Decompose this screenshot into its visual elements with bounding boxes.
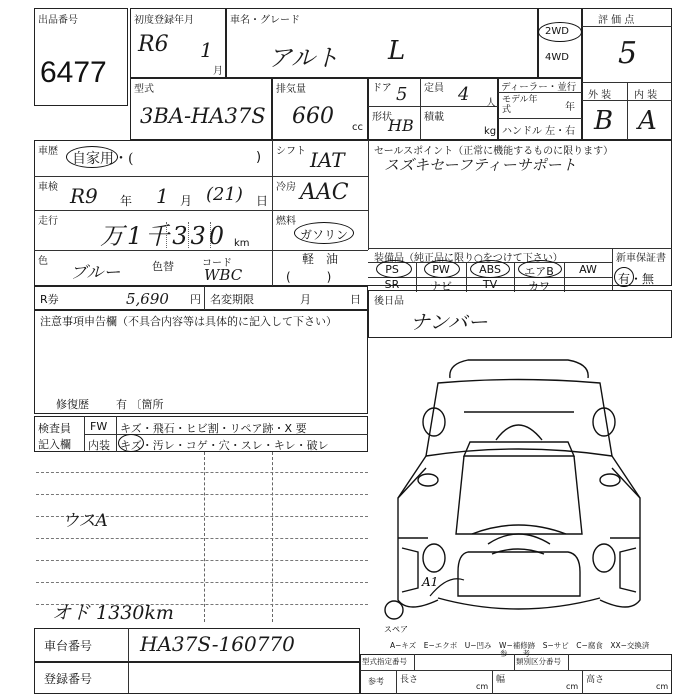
warranty-value: 有・無 bbox=[618, 272, 655, 286]
type-label: 型式 bbox=[134, 84, 154, 95]
exterior-grade: B bbox=[594, 106, 614, 136]
drive-4wd: 4WD bbox=[545, 52, 569, 63]
dealer-label: ディーラー・並行 bbox=[501, 82, 577, 93]
color-code-value: WBC bbox=[204, 266, 243, 284]
handle-label: ハンドル 左・右 bbox=[502, 126, 576, 137]
first-registration-era: R6 bbox=[138, 32, 169, 57]
recycle-value: 5,690 bbox=[126, 290, 169, 308]
history-label: 車歴 bbox=[38, 146, 58, 157]
recycle-label: R券 bbox=[40, 293, 59, 306]
height-label: 高さ bbox=[586, 675, 605, 685]
inspector-label-2: 記入欄 bbox=[38, 438, 71, 451]
airbag-circle bbox=[518, 260, 562, 278]
equip-navi: ナビ bbox=[430, 280, 452, 293]
score-value: 5 bbox=[618, 36, 638, 71]
abs-circle bbox=[470, 260, 510, 278]
lot-number: 6477 bbox=[40, 56, 107, 89]
repair-label: 修復歴 bbox=[56, 398, 89, 411]
note-line-1: ウスA bbox=[62, 511, 108, 531]
inspection-label: 車検 bbox=[38, 182, 58, 193]
displacement-unit: cc bbox=[352, 122, 363, 133]
length-label: 長さ bbox=[400, 675, 419, 685]
chassis-label: 車台番号 bbox=[44, 639, 93, 653]
ac-value: AAC bbox=[300, 180, 349, 205]
type-cert-label: 型式指定番号 bbox=[362, 657, 407, 666]
recycle-box bbox=[34, 286, 368, 310]
width-unit: cm bbox=[566, 682, 579, 691]
shape-label: 形状 bbox=[372, 112, 392, 123]
mileage-unit: km bbox=[234, 238, 250, 249]
model-year-label: モデル年式 bbox=[502, 95, 538, 115]
damage-legend: A−キズ E−エクボ U−凹み W−補修跡 S−サビ C−腐食 XX−交換済 bbox=[390, 641, 650, 650]
fw-text: キズ・飛石・ヒビ割・リペア跡・X 要 bbox=[120, 422, 307, 435]
mileage-value: 万1千330 bbox=[100, 222, 228, 250]
inspector-label: 検査員 bbox=[38, 422, 71, 435]
ref-label: 参考 bbox=[368, 677, 384, 686]
equip-ps: PS bbox=[385, 263, 399, 276]
displacement-value: 660 bbox=[292, 104, 334, 129]
color-value: ブルー bbox=[70, 263, 121, 283]
length-unit: cm bbox=[476, 682, 489, 691]
repair-value: 有 〔箇所 bbox=[116, 398, 164, 411]
name-change-month: 月 bbox=[300, 293, 311, 306]
capacity-unit: 人 bbox=[486, 98, 496, 109]
displacement-label: 排気量 bbox=[276, 84, 306, 95]
color-change-label: 色替 bbox=[152, 260, 174, 273]
mileage-label: 走行 bbox=[38, 216, 58, 227]
first-registration-month: 1 bbox=[200, 38, 213, 62]
lot-number-label: 出品番号 bbox=[38, 15, 78, 26]
name-change-label: 名変期限 bbox=[210, 293, 254, 306]
capacity-value: 4 bbox=[458, 84, 470, 105]
fuel-paren: ( ) bbox=[286, 270, 332, 284]
class-label: 類別区分番号 bbox=[516, 657, 561, 666]
history-close: ) bbox=[256, 150, 262, 165]
inspection-day-unit: 日 bbox=[256, 194, 269, 208]
width-label: 幅 bbox=[496, 675, 506, 685]
damage-legend-ref: 参 考 bbox=[500, 649, 530, 658]
inspection-day: (21) bbox=[206, 184, 243, 205]
fw-label: FW bbox=[90, 420, 108, 433]
inspection-era: R9 bbox=[70, 184, 98, 208]
exterior-label: 外 装 bbox=[588, 90, 612, 101]
equip-leather: カワ bbox=[528, 280, 550, 293]
warranty-label: 新車保証書 bbox=[616, 253, 666, 264]
shift-value: IAT bbox=[310, 148, 345, 172]
interior-label: 内 装 bbox=[634, 90, 658, 101]
equip-airbag: エアB bbox=[524, 265, 554, 278]
aftermarket-label: 後日品 bbox=[374, 296, 404, 307]
ps-circle bbox=[376, 260, 412, 278]
equipment-label: 装備品（純正品に限り○をつけて下さい） bbox=[374, 253, 563, 264]
load-unit: kg bbox=[484, 126, 497, 137]
sales-point-value: スズキセーフティーサポート bbox=[384, 156, 577, 174]
height-unit: cm bbox=[656, 682, 669, 691]
drive-2wd: 2WD bbox=[545, 26, 569, 37]
name-change-day: 日 bbox=[350, 293, 361, 306]
doors-value: 5 bbox=[396, 84, 408, 105]
equip-sr: SR bbox=[384, 278, 400, 291]
chassis-number: HA37S-160770 bbox=[140, 632, 295, 656]
drive-box bbox=[538, 8, 582, 78]
model-name: アルト bbox=[268, 44, 340, 72]
spare-label: スペア bbox=[384, 625, 408, 634]
recycle-unit: 円 bbox=[190, 293, 201, 306]
color-label: 色 bbox=[38, 256, 48, 267]
model-grade-label: 車名・グレード bbox=[230, 15, 300, 26]
load-label: 積載 bbox=[424, 112, 444, 123]
color-code-label: コード bbox=[202, 258, 232, 269]
inspection-year-unit: 年 bbox=[120, 194, 133, 208]
first-registration-label: 初度登録年月 bbox=[134, 15, 194, 26]
notes-label: 注意事項申告欄（不具合内容等は具体的に記入して下さい） bbox=[40, 315, 337, 328]
note-line-2: オド 1330km bbox=[52, 602, 174, 624]
fuel-label: 燃料 bbox=[276, 216, 296, 227]
interior-check-label: 内装 bbox=[88, 439, 110, 452]
equip-abs: ABS bbox=[479, 263, 501, 276]
scratch-circle bbox=[118, 434, 144, 452]
type-value: 3BA-HA37S bbox=[140, 104, 266, 128]
equip-aw: AW bbox=[579, 263, 597, 276]
shape-value: HB bbox=[388, 116, 414, 135]
fuel-value: ガソリン bbox=[300, 228, 349, 242]
car-damage-diagram bbox=[368, 338, 672, 638]
pw-circle bbox=[424, 260, 460, 278]
registration-label: 登録番号 bbox=[44, 672, 93, 686]
score-label: 評 価 点 bbox=[598, 15, 635, 26]
year-unit: 年 bbox=[565, 102, 575, 113]
inspection-month: 1 bbox=[156, 184, 169, 208]
fuel-diesel: 軽 油 bbox=[302, 252, 339, 266]
equip-tv: TV bbox=[482, 278, 498, 291]
capacity-label: 定員 bbox=[424, 83, 444, 94]
interior-check-text: キズ・汚レ・コゲ・穴・スレ・キレ・破レ bbox=[120, 439, 329, 452]
shift-label: シフト bbox=[276, 146, 306, 157]
ac-label: 冷房 bbox=[276, 182, 296, 193]
inspection-month-unit: 月 bbox=[180, 194, 193, 208]
aftermarket-value: ナンバー bbox=[410, 310, 488, 334]
equip-pw: PW bbox=[432, 263, 450, 276]
sales-point-label: セールスポイント（正常に機能するものに限ります） bbox=[374, 146, 614, 157]
grade: L bbox=[388, 36, 406, 66]
warranty-yes-circle bbox=[614, 267, 634, 287]
month-unit: 月 bbox=[213, 66, 223, 77]
damage-mark: A1 bbox=[422, 575, 439, 589]
history-value: 自家用・( bbox=[72, 151, 134, 167]
doors-label: ドア bbox=[372, 83, 392, 94]
interior-grade: A bbox=[638, 106, 657, 136]
